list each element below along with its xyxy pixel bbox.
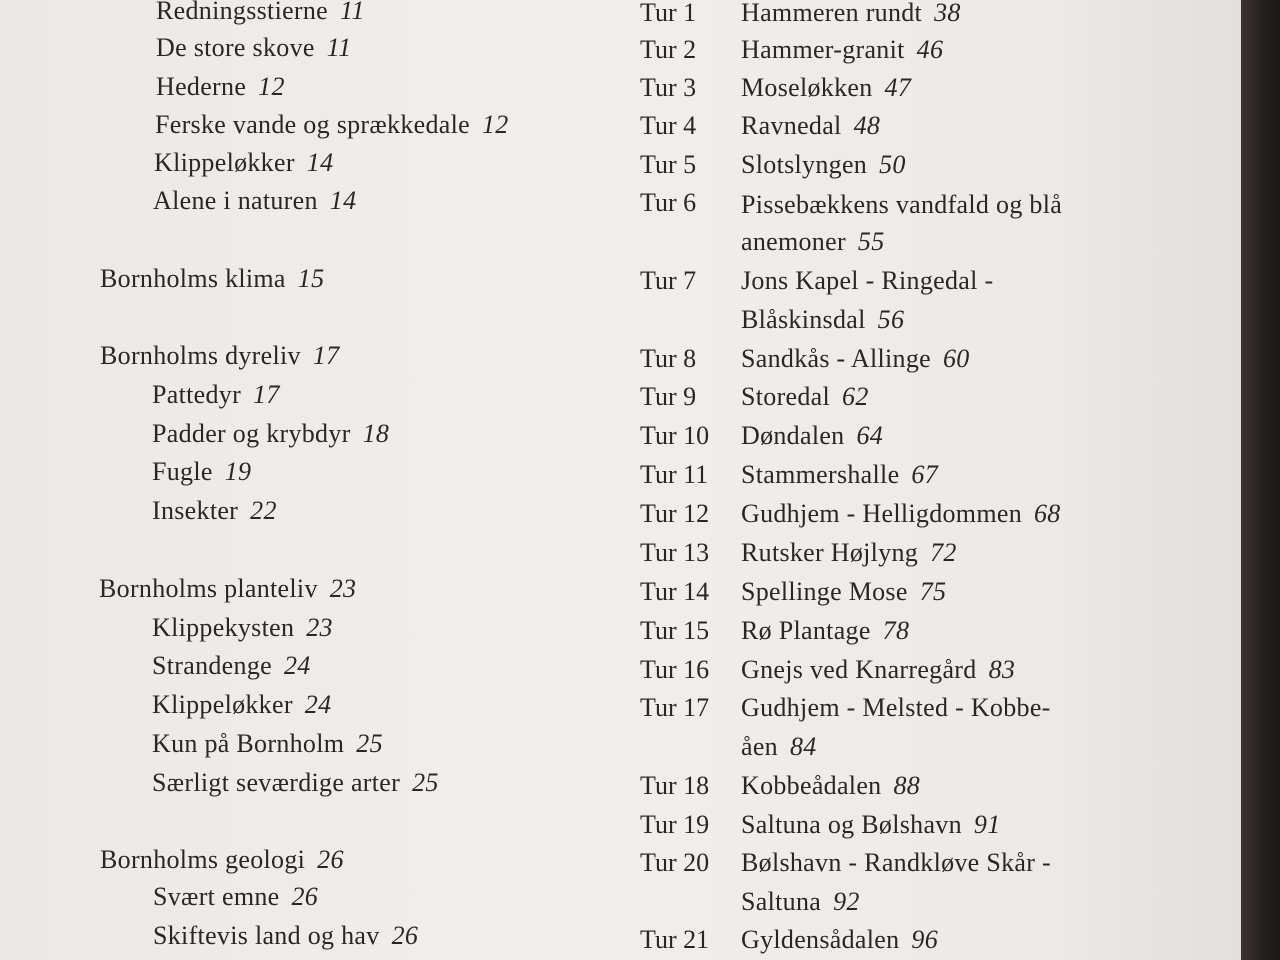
tour-entry-continued — [741, 227, 885, 257]
toc-entry-page: 23 — [329, 574, 357, 603]
toc-entry — [152, 496, 277, 526]
tour-number: Tur 21 — [640, 925, 710, 954]
toc-entry-title: Kun på Bornholm — [152, 729, 345, 758]
tour-page: 55 — [857, 227, 885, 256]
tour-page: 78 — [882, 616, 910, 645]
tour-page: 48 — [853, 111, 881, 140]
tour-entry — [741, 421, 883, 451]
toc-entry — [152, 651, 311, 681]
toc-entry-title: Ferske vande og sprækkedale — [155, 110, 470, 139]
toc-entry — [156, 0, 365, 26]
tour-title: Sandkås - Allinge — [741, 344, 931, 373]
toc-entry-page: 18 — [362, 419, 390, 448]
toc-section-heading — [100, 264, 324, 294]
tour-title: Hammeren rundt — [741, 0, 923, 27]
tour-number: Tur 16 — [640, 655, 710, 684]
toc-entry-page: 26 — [391, 921, 419, 950]
tour-entry — [741, 266, 993, 296]
tour-number: Tur 14 — [640, 577, 710, 606]
tour-number: Tur 5 — [640, 150, 697, 179]
toc-entry — [152, 613, 333, 643]
toc-entry-title: Redningsstierne — [156, 0, 329, 25]
tour-entry-continued — [741, 732, 817, 762]
tour-entry — [741, 190, 1062, 220]
tour-entry — [741, 0, 961, 28]
toc-entry-title: Klippekysten — [152, 613, 295, 642]
tour-title: Blåskinsdal — [741, 305, 866, 334]
toc-entry-page: 22 — [250, 496, 277, 525]
tour-page: 72 — [930, 538, 957, 567]
toc-entry-page: 25 — [412, 768, 439, 797]
toc-entry — [152, 729, 383, 759]
tour-title: åen — [741, 732, 778, 761]
toc-entry-title: Bornholms planteliv — [99, 574, 318, 603]
toc-entry-page: 23 — [306, 613, 333, 642]
toc-entry-title: Fugle — [152, 457, 213, 486]
toc-section-heading — [100, 341, 339, 371]
toc-entry — [155, 110, 509, 140]
tour-number: Tur 15 — [640, 616, 710, 645]
tour-number: Tur 7 — [640, 266, 697, 295]
tour-number: Tur 4 — [640, 111, 697, 140]
tour-entry — [741, 382, 869, 412]
tour-entry — [741, 577, 946, 607]
toc-entry-title: Alene i naturen — [153, 186, 318, 215]
toc-entry-title: De store skove — [156, 33, 315, 62]
toc-entry — [152, 768, 439, 798]
tour-title: Kobbeådalen — [741, 771, 882, 800]
tour-title: Spellinge Mose — [741, 577, 908, 606]
toc-entry-title: Bornholms geologi — [100, 845, 306, 874]
tour-title: Rø Plantage — [741, 616, 871, 645]
toc-entry — [152, 457, 251, 487]
toc-entry-title: Svært emne — [153, 882, 280, 911]
tour-title: Storedal — [741, 382, 831, 411]
tour-page: 56 — [877, 305, 905, 334]
toc-entry-title: Bornholms klima — [100, 264, 286, 293]
tour-entry — [741, 616, 909, 646]
tour-page: 38 — [934, 0, 961, 27]
tour-page: 83 — [988, 655, 1016, 684]
toc-entry-page: 15 — [297, 264, 325, 293]
tour-title: Gnejs ved Knarregård — [741, 655, 977, 684]
toc-entry-title: Pattedyr — [152, 380, 242, 409]
tour-entry — [741, 73, 911, 103]
toc-entry-page: 14 — [329, 186, 357, 215]
toc-entry — [152, 380, 280, 410]
tour-title: Pissebækkens vandfald og blå — [741, 190, 1063, 219]
toc-section-heading — [99, 574, 356, 604]
tour-title: Jons Kapel - Ringedal - — [741, 266, 994, 295]
tour-title: Saltuna — [741, 887, 822, 916]
tour-title: Gudhjem - Melsted - Kobbe- — [741, 693, 1051, 722]
toc-entry-title: Strandenge — [152, 651, 272, 680]
tour-page: 60 — [942, 344, 970, 373]
tour-title: Gudhjem - Helligdommen — [741, 499, 1022, 528]
toc-entry-title: Hederne — [156, 72, 247, 101]
toc-section-heading — [100, 845, 344, 875]
tour-number: Tur 19 — [640, 810, 710, 839]
tour-title: Moseløkken — [741, 73, 873, 102]
toc-entry — [156, 72, 285, 102]
book-spine-shadow — [1241, 0, 1280, 960]
tour-entry — [741, 344, 970, 374]
tour-number: Tur 3 — [640, 73, 697, 102]
tour-page: 68 — [1034, 499, 1061, 528]
toc-entry-page: 14 — [306, 148, 334, 177]
tour-number: Tur 8 — [640, 344, 697, 373]
tour-entry — [741, 538, 957, 568]
toc-entry-title: Skiftevis land og hav — [153, 921, 380, 950]
toc-entry-page: 25 — [356, 729, 383, 758]
tour-number: Tur 12 — [640, 499, 710, 528]
tour-number: Tur 10 — [640, 421, 710, 450]
tour-entry — [741, 810, 1001, 840]
toc-entry-page: 11 — [340, 0, 365, 25]
tour-entry — [741, 460, 938, 490]
toc-entry — [153, 882, 318, 912]
tour-entry-continued — [741, 887, 860, 917]
tour-page: 92 — [833, 887, 860, 916]
tour-entry — [741, 150, 906, 180]
tour-title: Stammershalle — [741, 460, 900, 489]
toc-entry-page: 11 — [326, 33, 352, 62]
tour-entry-continued — [741, 305, 904, 335]
tour-entry — [741, 655, 1015, 685]
toc-entry-title: Bornholms dyreliv — [100, 341, 301, 370]
toc-entry-page: 12 — [481, 110, 509, 139]
toc-entry — [152, 419, 389, 449]
toc-entry-page: 24 — [304, 690, 332, 719]
tour-page: 96 — [911, 925, 939, 954]
toc-entry — [153, 186, 356, 216]
tour-number: Tur 18 — [640, 771, 710, 800]
tour-title: Slotslyngen — [741, 150, 868, 179]
toc-entry-page: 26 — [291, 882, 319, 911]
tour-title: Saltuna og Bølshavn — [741, 810, 962, 839]
tour-entry — [741, 693, 1051, 723]
toc-entry-page: 24 — [283, 651, 311, 680]
tour-page: 46 — [916, 35, 944, 64]
tour-title: Døndalen — [741, 421, 845, 450]
toc-entry-page: 26 — [317, 845, 344, 874]
tour-entry — [741, 35, 943, 65]
tour-number: Tur 6 — [640, 188, 697, 217]
tour-entry — [741, 499, 1061, 529]
tour-entry — [741, 848, 1051, 878]
tour-number: Tur 2 — [640, 35, 697, 64]
tour-number: Tur 20 — [640, 848, 710, 877]
tour-number: Tur 13 — [640, 538, 710, 567]
tour-title: Bølshavn - Randkløve Skår - — [741, 848, 1051, 877]
toc-entry-page: 12 — [258, 72, 285, 101]
tour-page: 84 — [789, 732, 817, 761]
toc-entry-title: Klippeløkker — [152, 690, 293, 719]
tour-number: Tur 9 — [640, 382, 697, 411]
tour-title: Gyldensådalen — [741, 925, 900, 954]
toc-entry — [154, 148, 333, 178]
toc-entry-page: 17 — [253, 380, 280, 409]
tour-title: Hammer-granit — [741, 35, 905, 64]
tour-title: anemoner — [741, 227, 846, 256]
toc-entry-page: 17 — [312, 341, 340, 370]
tour-number: Tur 17 — [640, 693, 710, 722]
tour-entry — [741, 771, 920, 801]
tour-page: 50 — [879, 150, 906, 179]
tour-page: 91 — [973, 810, 1001, 839]
toc-entry-page: 19 — [224, 457, 252, 486]
tour-page: 88 — [893, 771, 921, 800]
toc-entry-title: Særligt seværdige arter — [152, 768, 401, 797]
tour-page: 75 — [919, 577, 947, 606]
tour-title: Ravnedal — [741, 111, 842, 140]
tour-page: 67 — [911, 460, 939, 489]
toc-entry — [152, 690, 331, 720]
toc-entry-title: Padder og krybdyr — [152, 419, 351, 448]
tour-page: 62 — [842, 382, 869, 411]
toc-entry-title: Insekter — [152, 496, 239, 525]
tour-number: Tur 1 — [640, 0, 697, 27]
tour-number: Tur 11 — [640, 460, 709, 489]
toc-entry — [153, 921, 418, 951]
tour-entry — [741, 111, 880, 141]
tour-page: 47 — [884, 73, 912, 102]
tour-page: 64 — [856, 421, 884, 450]
toc-entry-title: Klippeløkker — [154, 148, 295, 177]
toc-entry — [156, 33, 351, 63]
tour-title: Rutsker Højlyng — [741, 538, 919, 567]
tour-entry — [741, 925, 938, 955]
